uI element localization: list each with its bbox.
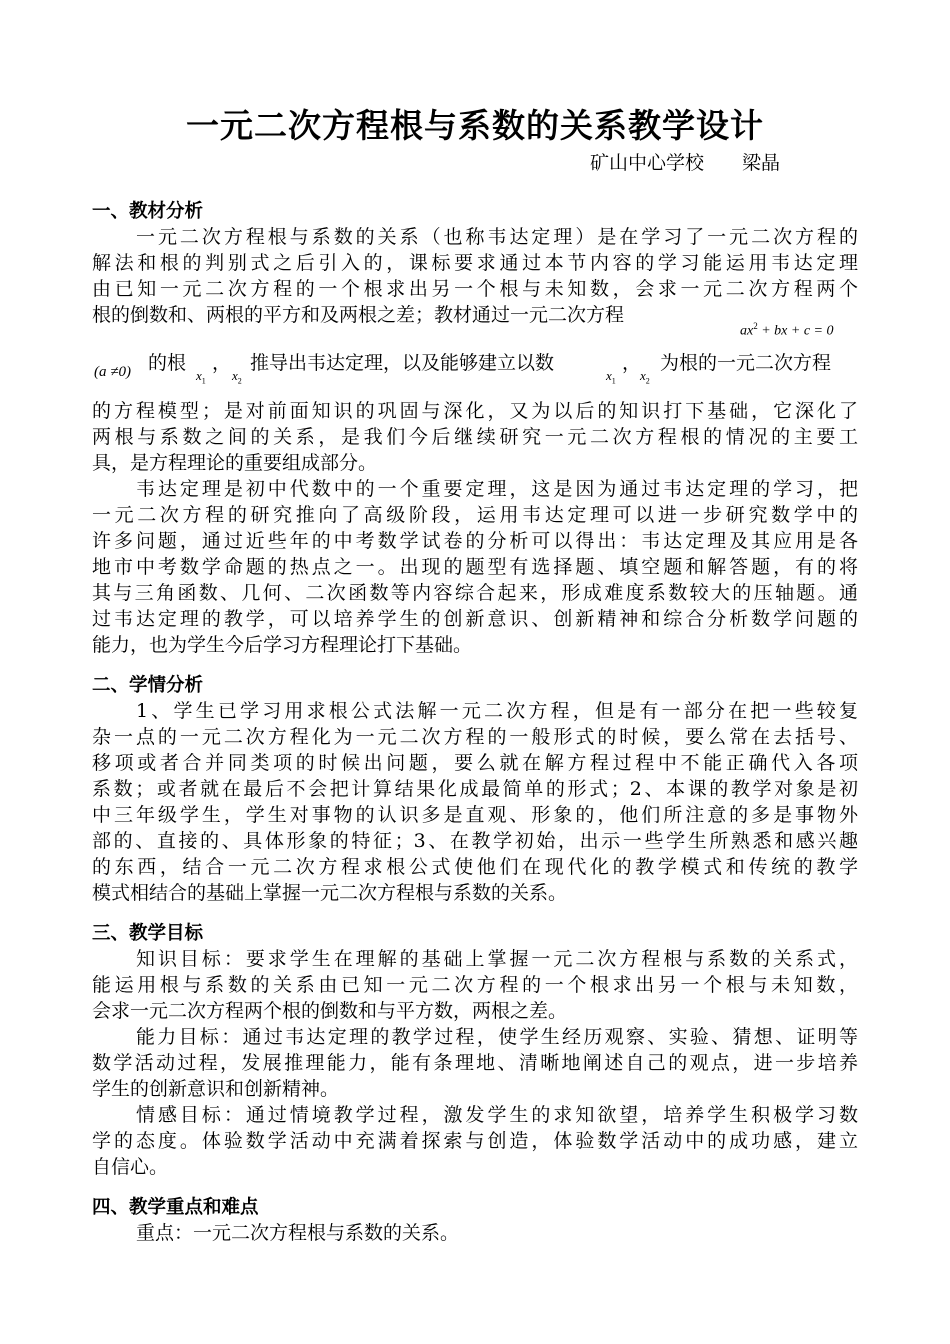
root-x2: $x_2$ [640, 368, 650, 386]
paragraph-line: 的方程模型；是对前面知识的巩固与深化，又为以后的知识打下基础，它深化了 [92, 400, 858, 422]
paragraph-line: 部的、直接的、具体形象的特征；3、在教学初始，出示一些学生所熟悉和感兴趣 [92, 830, 858, 852]
root-x1: $x_1$ [606, 368, 616, 386]
paragraph-line: 的东西，结合一元二次方程求根公式使他们在现代化的教学模式和传统的教学 [92, 856, 858, 878]
paragraph-line: 1、学生已学习用求根公式法解一元二次方程，但是有一部分在把一些较复 [136, 700, 858, 722]
section-heading-2: 二、学情分析 [92, 675, 204, 696]
paragraph-line: 过韦达定理的教学，可以培养学生的创新意识、创新精神和综合分析数学问题的 [92, 608, 858, 630]
paragraph-line: 情感目标：通过情境教学过程，激发学生的求知欲望，培养学生积极学习数 [136, 1104, 858, 1126]
paragraph-line: 两根与系数之间的关系，是我们今后继续研究一元二次方程根的情况的主要工 [92, 426, 858, 448]
paragraph-line: 模式相结合的基础上掌握一元二次方程根与系数的关系。 [92, 882, 568, 904]
paragraph-line: 一元二次方程根与系数的关系（也称韦达定理）是在学习了一元二次方程的 [136, 226, 858, 248]
paragraph-line: 根的倒数和、两根的平方和及两根之差；教材通过一元二次方程 [92, 304, 625, 326]
formula-text-3: 推导出韦达定理，以及能够建立以数 [250, 352, 555, 374]
section-heading-4: 四、教学重点和难点 [92, 1197, 259, 1218]
paragraph-line: 知识目标：要求学生在理解的基础上掌握一元二次方程根与系数的关系式， [136, 948, 858, 970]
paragraph-line: 解法和根的判别式之后引入的，课标要求通过本节内容的学习能运用韦达定理 [92, 252, 858, 274]
paragraph-line: 重点：一元二次方程根与系数的关系。 [136, 1222, 460, 1244]
paragraph-line: 移项或者合并同类项的时候出问题，要么就在解方程过程中不能正确代入各项 [92, 752, 858, 774]
formula-text-1: 的根 [148, 352, 187, 374]
formula-text-5: 为根的一元二次方程 [660, 352, 832, 374]
paragraph-line: 数学活动过程，发展推理能力，能有条理地、清晰地阐述自己的观点，进一步培养 [92, 1052, 858, 1074]
paragraph-line: 中三年级学生，学生对事物的认识多是直观、形象的，他们所注意的多是事物外 [92, 804, 858, 826]
paragraph-line: 一元二次方程的研究推向了高级阶段，运用韦达定理可以进一步研究数学中的 [92, 504, 858, 526]
root-x1: $x_1$ [196, 368, 206, 386]
paragraph-line: 系数；或者就在最后不会把计算结果化成最简单的形式；2、本课的教学对象是初 [92, 778, 858, 800]
paragraph-line: 韦达定理是初中代数中的一个重要定理，这是因为通过韦达定理的学习，把 [136, 478, 858, 500]
paragraph-line: 杂一点的一元二次方程化为一元二次方程的一般形式的时候，要么常在去括号、 [92, 726, 858, 748]
formula-text-4: ， [622, 352, 642, 374]
paragraph-line: 会求一元二次方程两个根的倒数和与平方数，两根之差。 [92, 1000, 568, 1022]
paragraph-line: 能力目标：通过韦达定理的教学过程，使学生经历观察、实验、猜想、证明等 [136, 1026, 858, 1048]
document-title: 一元二次方程根与系数的关系教学设计 [186, 106, 764, 145]
author-line: 矿山中心学校 梁晶 [590, 152, 781, 174]
formula-text-2: ， [212, 352, 232, 374]
paragraph-line: 许多问题，通过近些年的中考数学试卷的分析可以得出：韦达定理及其应用是各 [92, 530, 858, 552]
paragraph-line: 自信心。 [92, 1156, 169, 1178]
paragraph-line: 学生的创新意识和创新精神。 [92, 1078, 340, 1100]
quadratic-equation: $ax^2$ + bx + c = 0 [740, 321, 834, 339]
paragraph-line: 其与三角函数、几何、二次函数等内容综合起来，形成难度系数较大的压轴题。通 [92, 582, 858, 604]
condition-a-nonzero: (a ≠0) [94, 364, 131, 380]
root-x2: $x_2$ [232, 368, 242, 386]
paragraph-line: 学的态度。体验数学活动中充满着探索与创造，体验数学活动中的成功感，建立 [92, 1130, 858, 1152]
section-heading-1: 一、教材分析 [92, 201, 204, 222]
paragraph-line: 能运用根与系数的关系由已知一元二次方程的一个根求出另一个根与未知数， [92, 974, 858, 996]
paragraph-line: 能力，也为学生今后学习方程理论打下基础。 [92, 634, 473, 656]
section-heading-3: 三、教学目标 [92, 923, 204, 944]
paragraph-line: 地市中考数学命题的热点之一。出现的题型有选择题、填空题和解答题，有的将 [92, 556, 858, 578]
paragraph-line: 由已知一元二次方程的一个根求出另一个根与未知数，会求一元二次方程两个 [92, 278, 858, 300]
paragraph-line: 具，是方程理论的重要组成部分。 [92, 452, 378, 474]
